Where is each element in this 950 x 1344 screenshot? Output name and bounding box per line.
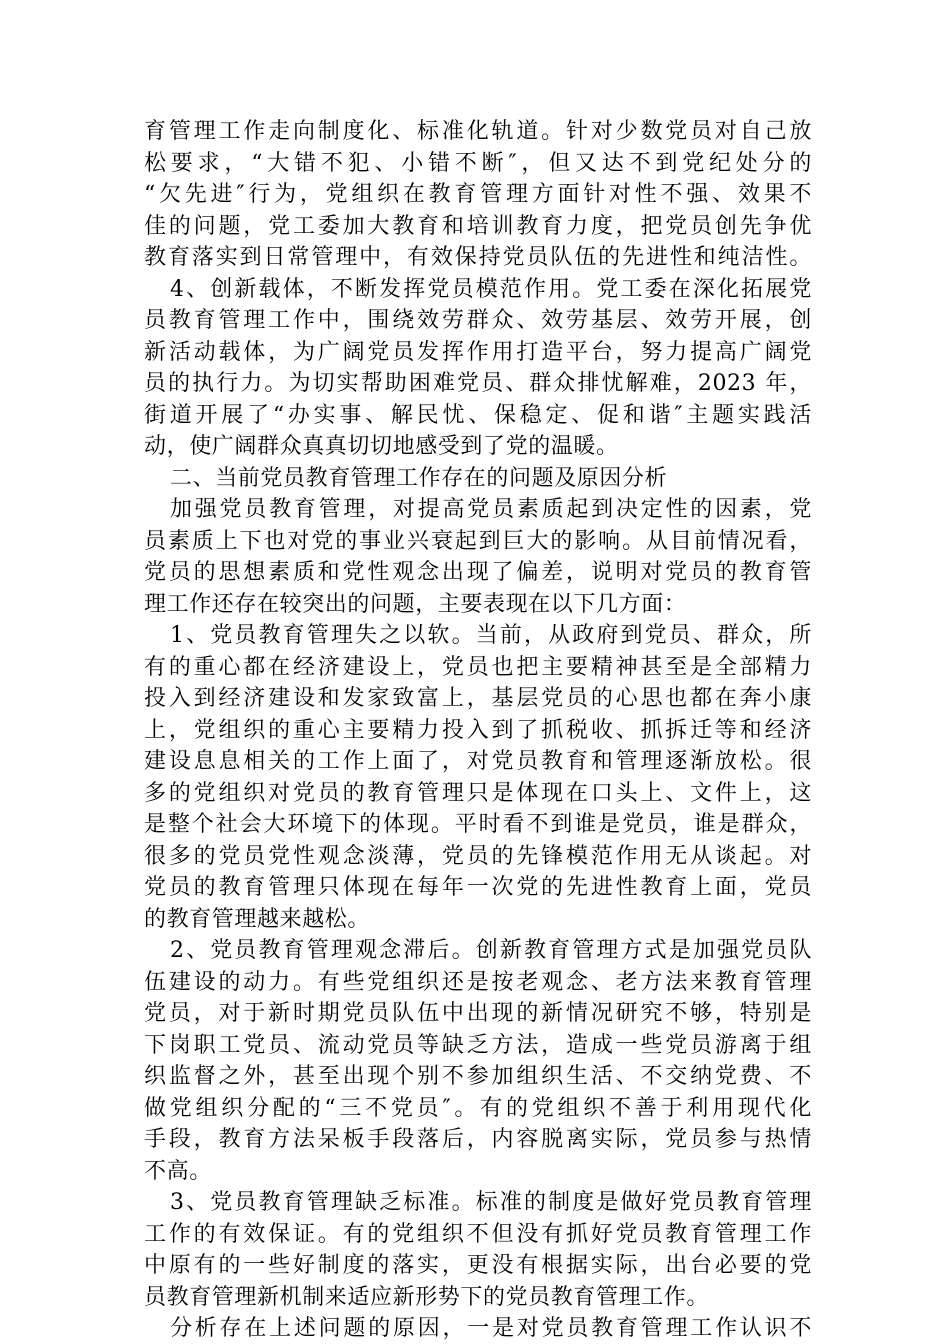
- text-line: 育管理工作走向制度化、标准化轨道。针对少数党员对自己放: [144, 119, 812, 144]
- text-line: “欠先进″行为，党组织在教育管理方面针对性不强、效果不: [144, 182, 812, 207]
- text-line: 理工作还存在较突出的问题，主要表现在以下几方面：: [144, 591, 687, 617]
- text-line: 做党组织分配的“三不党员″。有的党组织不善于利用现代化: [144, 1095, 812, 1121]
- text-line: 工作的有效保证。有的党组织不但没有抓好党员教育管理工作: [144, 1221, 812, 1247]
- text-line: 中原有的一些好制度的落实，更没有根据实际，出台必要的党: [144, 1253, 812, 1278]
- text-line: 佳的问题，党工委加大教育和培训教育力度，把党员创先争优: [144, 213, 812, 239]
- text-line: 街道开展了“办实事、解民忧、保稳定、促和谐″主题实践活: [144, 402, 812, 428]
- text-line: 员教育管理新机制来适应新形势下的党员教育管理工作。: [144, 1284, 710, 1310]
- text-line: 很多的党员党性观念淡薄，党员的先锋模范作用无从谈起。对: [144, 843, 812, 869]
- text-line: 员的执行力。为切实帮助困难党员、群众排忧解难，2023 年，: [144, 371, 812, 396]
- text-line: 上，党组织的重心主要精力投入到了抓税收、抓拆迁等和经济: [144, 717, 812, 743]
- text-line: 是整个社会大环境下的体现。平时看不到谁是党员，谁是群众，: [144, 812, 812, 837]
- text-line: 织监督之外，甚至出现个别不参加组织生活、不交纳党费、不: [144, 1064, 812, 1089]
- text-line: 党员的教育管理只体现在每年一次党的先进性教育上面，党员: [144, 875, 812, 900]
- paragraph-heading: 3、党员教育管理缺乏标准。标准的制度是做好党员教育管理: [170, 1190, 812, 1215]
- text-line: 员素质上下也对党的事业兴衰起到巨大的影响。从目前情况看，: [144, 528, 812, 554]
- text-line: 加强党员教育管理，对提高党员素质起到决定性的因素，党: [170, 497, 812, 522]
- text-line: 多的党组织对党员的教育管理只是体现在口头上、文件上，这: [144, 780, 812, 806]
- paragraph-heading: 2、党员教育管理观念滞后。创新教育管理方式是加强党员队: [170, 938, 812, 963]
- text-line: 教育落实到日常管理中，有效保持党员队伍的先进性和纯洁性。: [144, 245, 812, 270]
- section-heading: 二、当前党员教育管理工作存在的问题及原因分析: [170, 465, 668, 491]
- text-line: 动，使广阔群众真真切切地感受到了党的温暖。: [144, 434, 619, 459]
- text-line: 有的重心都在经济建设上，党员也把主要精神甚至是全部精力: [144, 654, 812, 680]
- text-line: 手段，教育方法呆板手段落后，内容脱离实际，党员参与热情: [144, 1127, 812, 1152]
- text-line: 员教育管理工作中，围绕效劳群众、效劳基层、效劳开展，创: [144, 308, 812, 333]
- text-line: 党员的思想素质和党性观念出现了偏差，说明对党员的教育管: [144, 560, 812, 585]
- text-line: 不高。: [144, 1158, 212, 1184]
- paragraph-heading: 1、党员教育管理失之以软。当前，从政府到党员、群众，所: [170, 623, 812, 648]
- text-line: 建设息息相关的工作上面了，对党员教育和管理逐渐放松。很: [144, 749, 812, 774]
- text-line: 党员，对于新时期党员队伍中出现的新情况研究不够，特别是: [144, 1001, 812, 1026]
- paragraph-heading: 4、创新载体，不断发挥党员模范作用。党工委在深化拓展党: [170, 276, 812, 302]
- text-line: 投入到经济建设和发家致富上，基层党员的心思也都在奔小康: [144, 686, 812, 711]
- text-line: 松要求，“大错不犯、小错不断″，但又达不到党纪处分的: [144, 150, 812, 176]
- text-line: 新活动载体，为广阔党员发挥作用打造平台，努力提高广阔党: [144, 339, 812, 365]
- text-line: 伍建设的动力。有些党组织还是按老观念、老方法来教育管理: [144, 969, 812, 995]
- text-line: 分析存在上述问题的原因，一是对党员教育管理工作认识不: [170, 1316, 812, 1341]
- text-line: 下岗职工党员、流动党员等缺乏方法，造成一些党员游离于组: [144, 1032, 812, 1058]
- text-line: 的教育管理越来越松。: [144, 906, 371, 932]
